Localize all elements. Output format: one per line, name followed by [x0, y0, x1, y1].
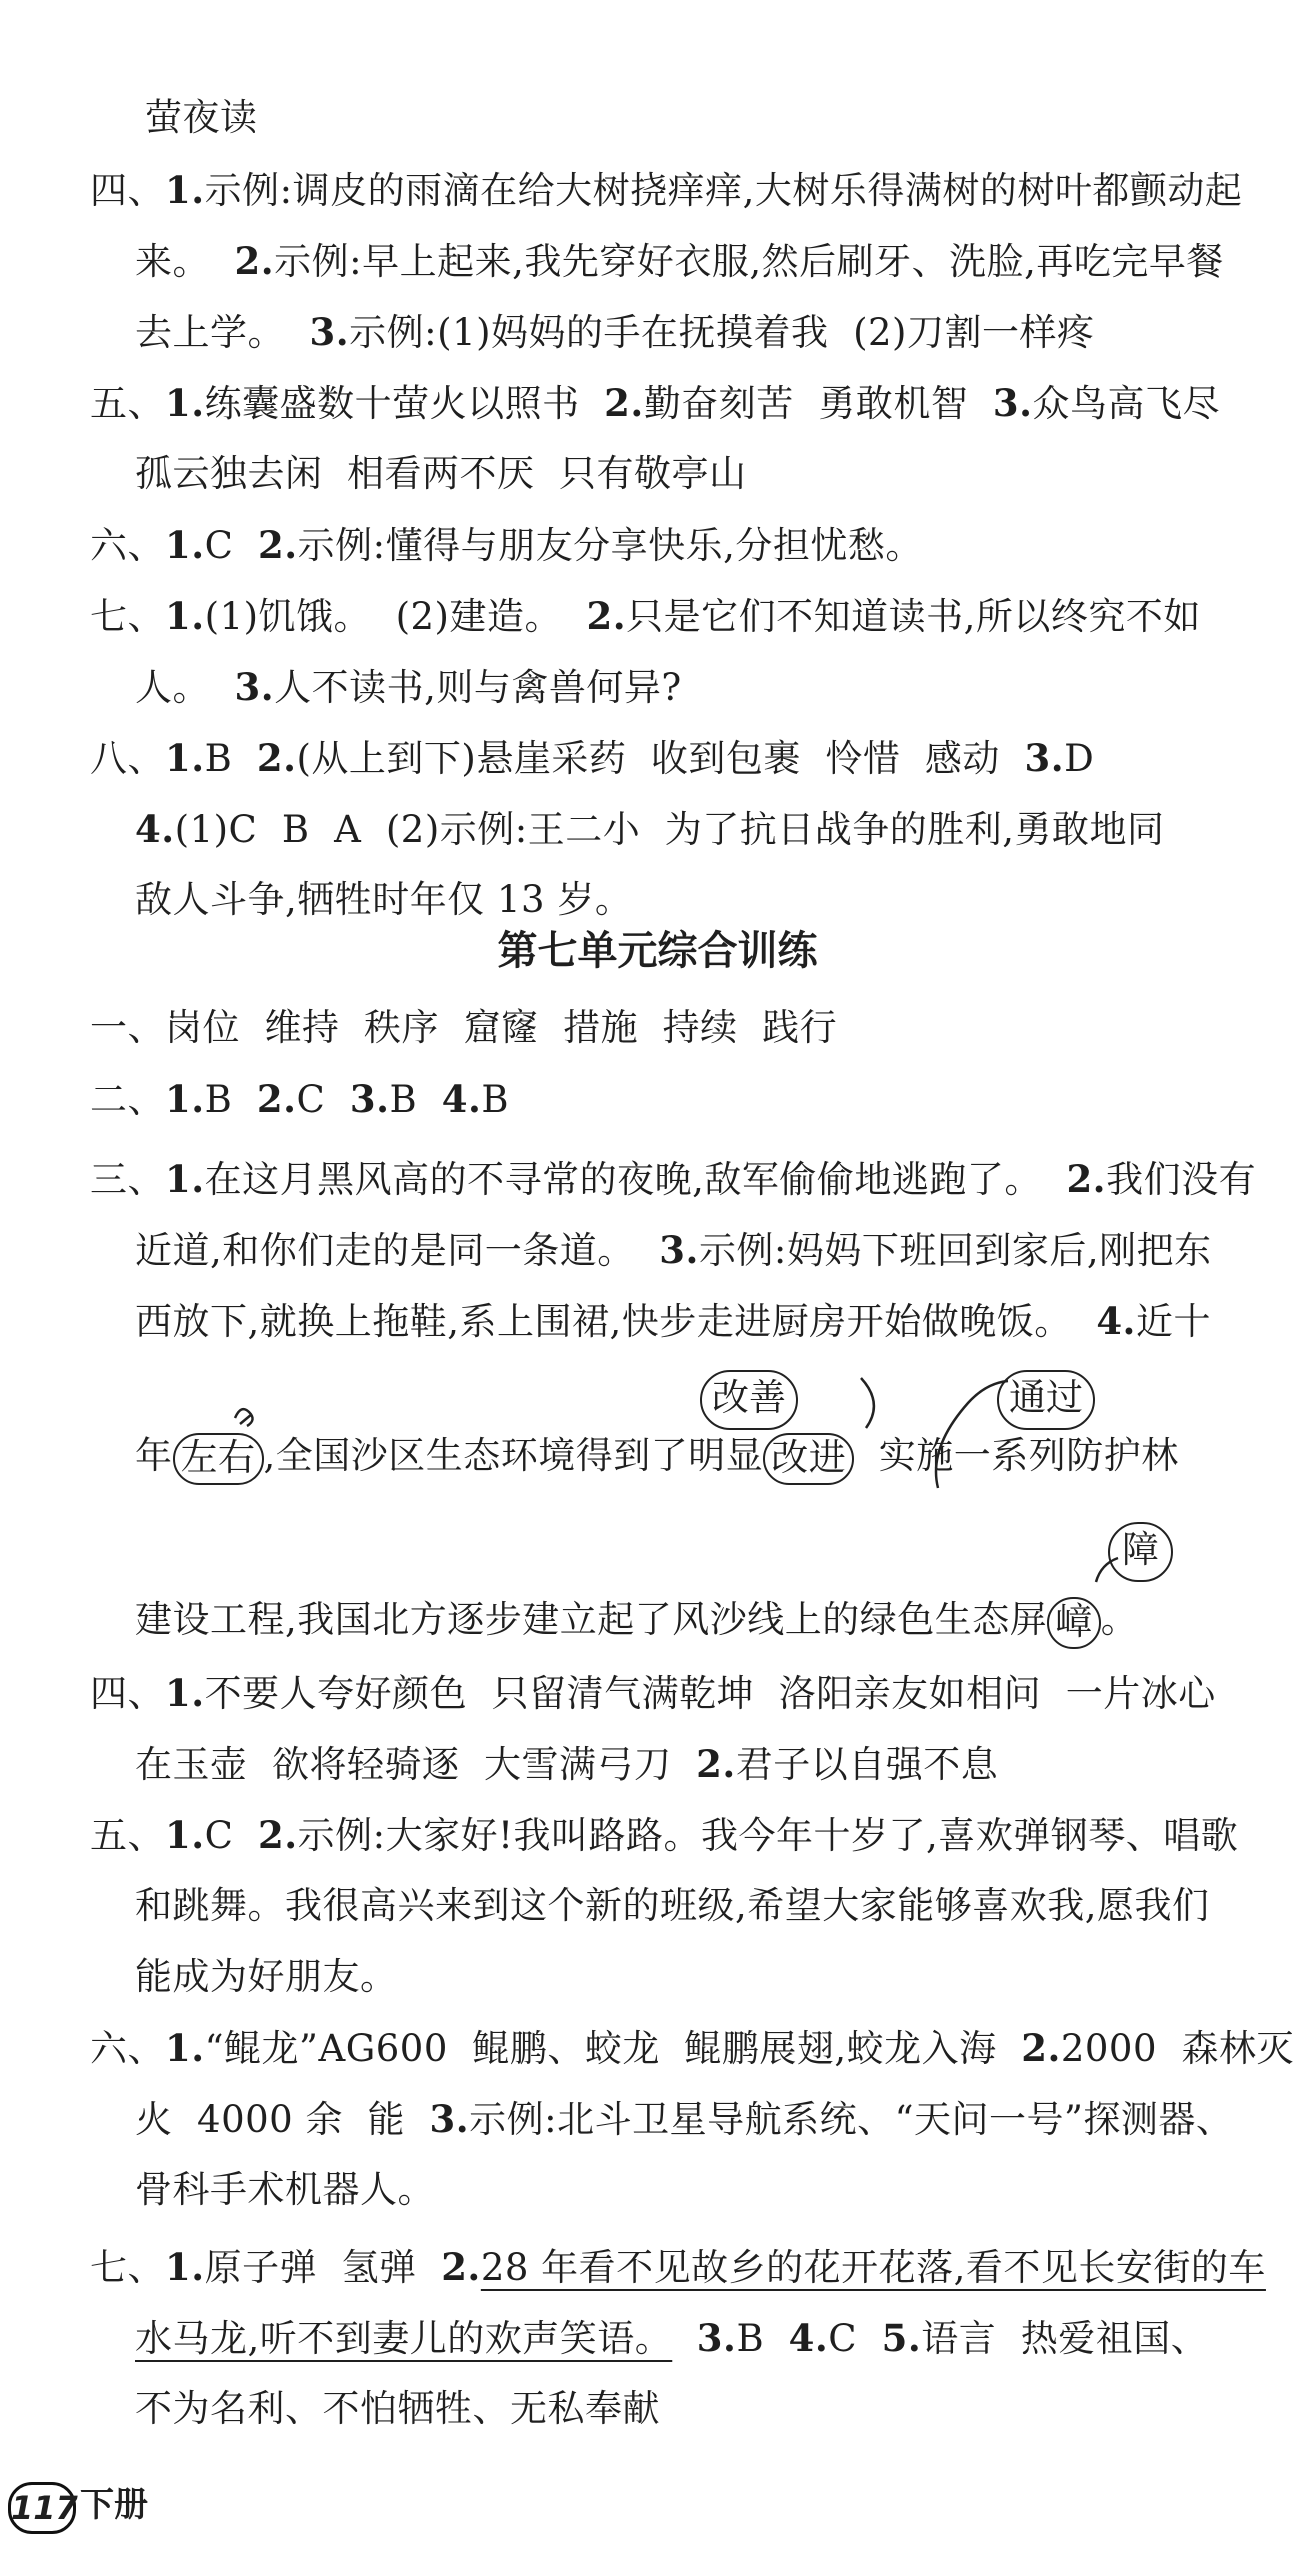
text-line: 骨科手术机器人。 — [135, 2168, 435, 2211]
text-line: 七、1.原子弹 氢弹 2.28 年看不见故乡的花开花落,看不见长安街的车 — [90, 2245, 1266, 2289]
page-number-badge: 117 — [8, 2482, 76, 2534]
text-line-revised: 建设工程,我国北方逐步建立起了风沙线上的绿色生态屏 嶂 。 — [135, 1585, 1138, 1655]
underlined-answer: 水马龙,听不到妻儿的欢声笑语。 — [135, 2317, 673, 2360]
text-line: 近道,和你们走的是同一条道。 3.示例:妈妈下班回到家后,刚把东 — [135, 1228, 1212, 1272]
volume-label: 下册 — [80, 2485, 148, 2525]
text-line: 能成为好朋友。 — [135, 1955, 398, 1998]
circled-word: 改进 — [763, 1433, 854, 1485]
text-line: 六、1.“鲲龙”AG600 鲲鹏、蛟龙 鲲鹏展翅,蛟龙入海 2.2000 森林灭 — [90, 2026, 1295, 2070]
text-line: 不为名利、不怕牺牲、无私奉献 — [135, 2387, 660, 2430]
text-line: 五、1.C 2.示例:大家好!我叫路路。我今年十岁了,喜欢弹钢琴、唱歌 — [90, 1813, 1239, 1857]
text-line: 二、1.B 2.C 3.B 4.B — [90, 1077, 510, 1121]
text-line: 五、1.练囊盛数十萤火以照书 2.勤奋刻苦 勇敢机智 3.众鸟高飞尽 — [90, 381, 1220, 425]
circled-word: 左右 — [173, 1433, 264, 1485]
text-line: 来。 2.示例:早上起来,我先穿好衣服,然后刷牙、洗脸,再吃完早餐 — [135, 239, 1224, 283]
text-line: 西放下,就换上拖鞋,系上围裙,快步走进厨房开始做晚饭。 4.近十 — [135, 1299, 1211, 1343]
text-line: 一、岗位 维持 秩序 窟窿 措施 持续 践行 — [90, 1006, 838, 1049]
text-line: 三、1.在这月黑风高的不寻常的夜晚,敌军偷偷地逃跑了。 2.我们没有 — [90, 1157, 1257, 1201]
text-line: 敌人斗争,牺牲时年仅 13 岁。 — [135, 878, 633, 921]
revision-bubble: 通过 — [997, 1370, 1095, 1430]
text-line: 四、1.不要人夸好颜色 只留清气满乾坤 洛阳亲友如相问 一片冰心 — [90, 1671, 1216, 1715]
text-line: 人。 3.人不读书,则与禽兽何异? — [135, 665, 682, 709]
text-line: 和跳舞。我很高兴来到这个新的班级,希望大家能够喜欢我,愿我们 — [135, 1884, 1210, 1927]
text-line: 火 4000 余 能 3.示例:北斗卫星导航系统、“天问一号”探测器、 — [135, 2097, 1234, 2141]
text-line: 在玉壶 欲将轻骑逐 大雪满弓刀 2.君子以自强不息 — [135, 1742, 999, 1786]
text-line: 四、1.示例:调皮的雨滴在给大树挠痒痒,大树乐得满树的树叶都颤动起 — [90, 168, 1243, 212]
text-line: 水马龙,听不到妻儿的欢声笑语。 3.B 4.C 5.语言 热爱祖国、 — [135, 2316, 1209, 2360]
text-line: 七、1.(1)饥饿。 (2)建造。 2.只是它们不知道读书,所以终究不如 — [90, 594, 1201, 638]
revision-bubble: 障 — [1108, 1522, 1173, 1582]
section-title: 第七单元综合训练 — [497, 928, 818, 974]
circled-word: 嶂 — [1047, 1597, 1101, 1649]
text-line: 孤云独去闲 相看两不厌 只有敬亭山 — [135, 452, 747, 495]
text-line: 萤夜读 — [145, 96, 258, 139]
text-line-revised: 年 左右 ,全国沙区生态环境得到了明显 改进 实施一系列防护林 — [135, 1421, 1179, 1491]
revision-bubble: 改善 — [700, 1370, 798, 1430]
text-line: 4.(1)C B A (2)示例:王二小 为了抗日战争的胜利,勇敢地同 — [135, 807, 1165, 851]
text-line: 六、1.C 2.示例:懂得与朋友分享快乐,分担忧愁。 — [90, 523, 923, 567]
text-line: 去上学。 3.示例:(1)妈妈的手在抚摸着我 (2)刀割一样疼 — [135, 310, 1095, 354]
text-line: 八、1.B 2.(从上到下)悬崖采药 收到包裹 怜惜 感动 3.D — [90, 736, 1095, 780]
underlined-answer: 28 年看不见故乡的花开花落,看不见长安街的车 — [480, 2246, 1266, 2289]
